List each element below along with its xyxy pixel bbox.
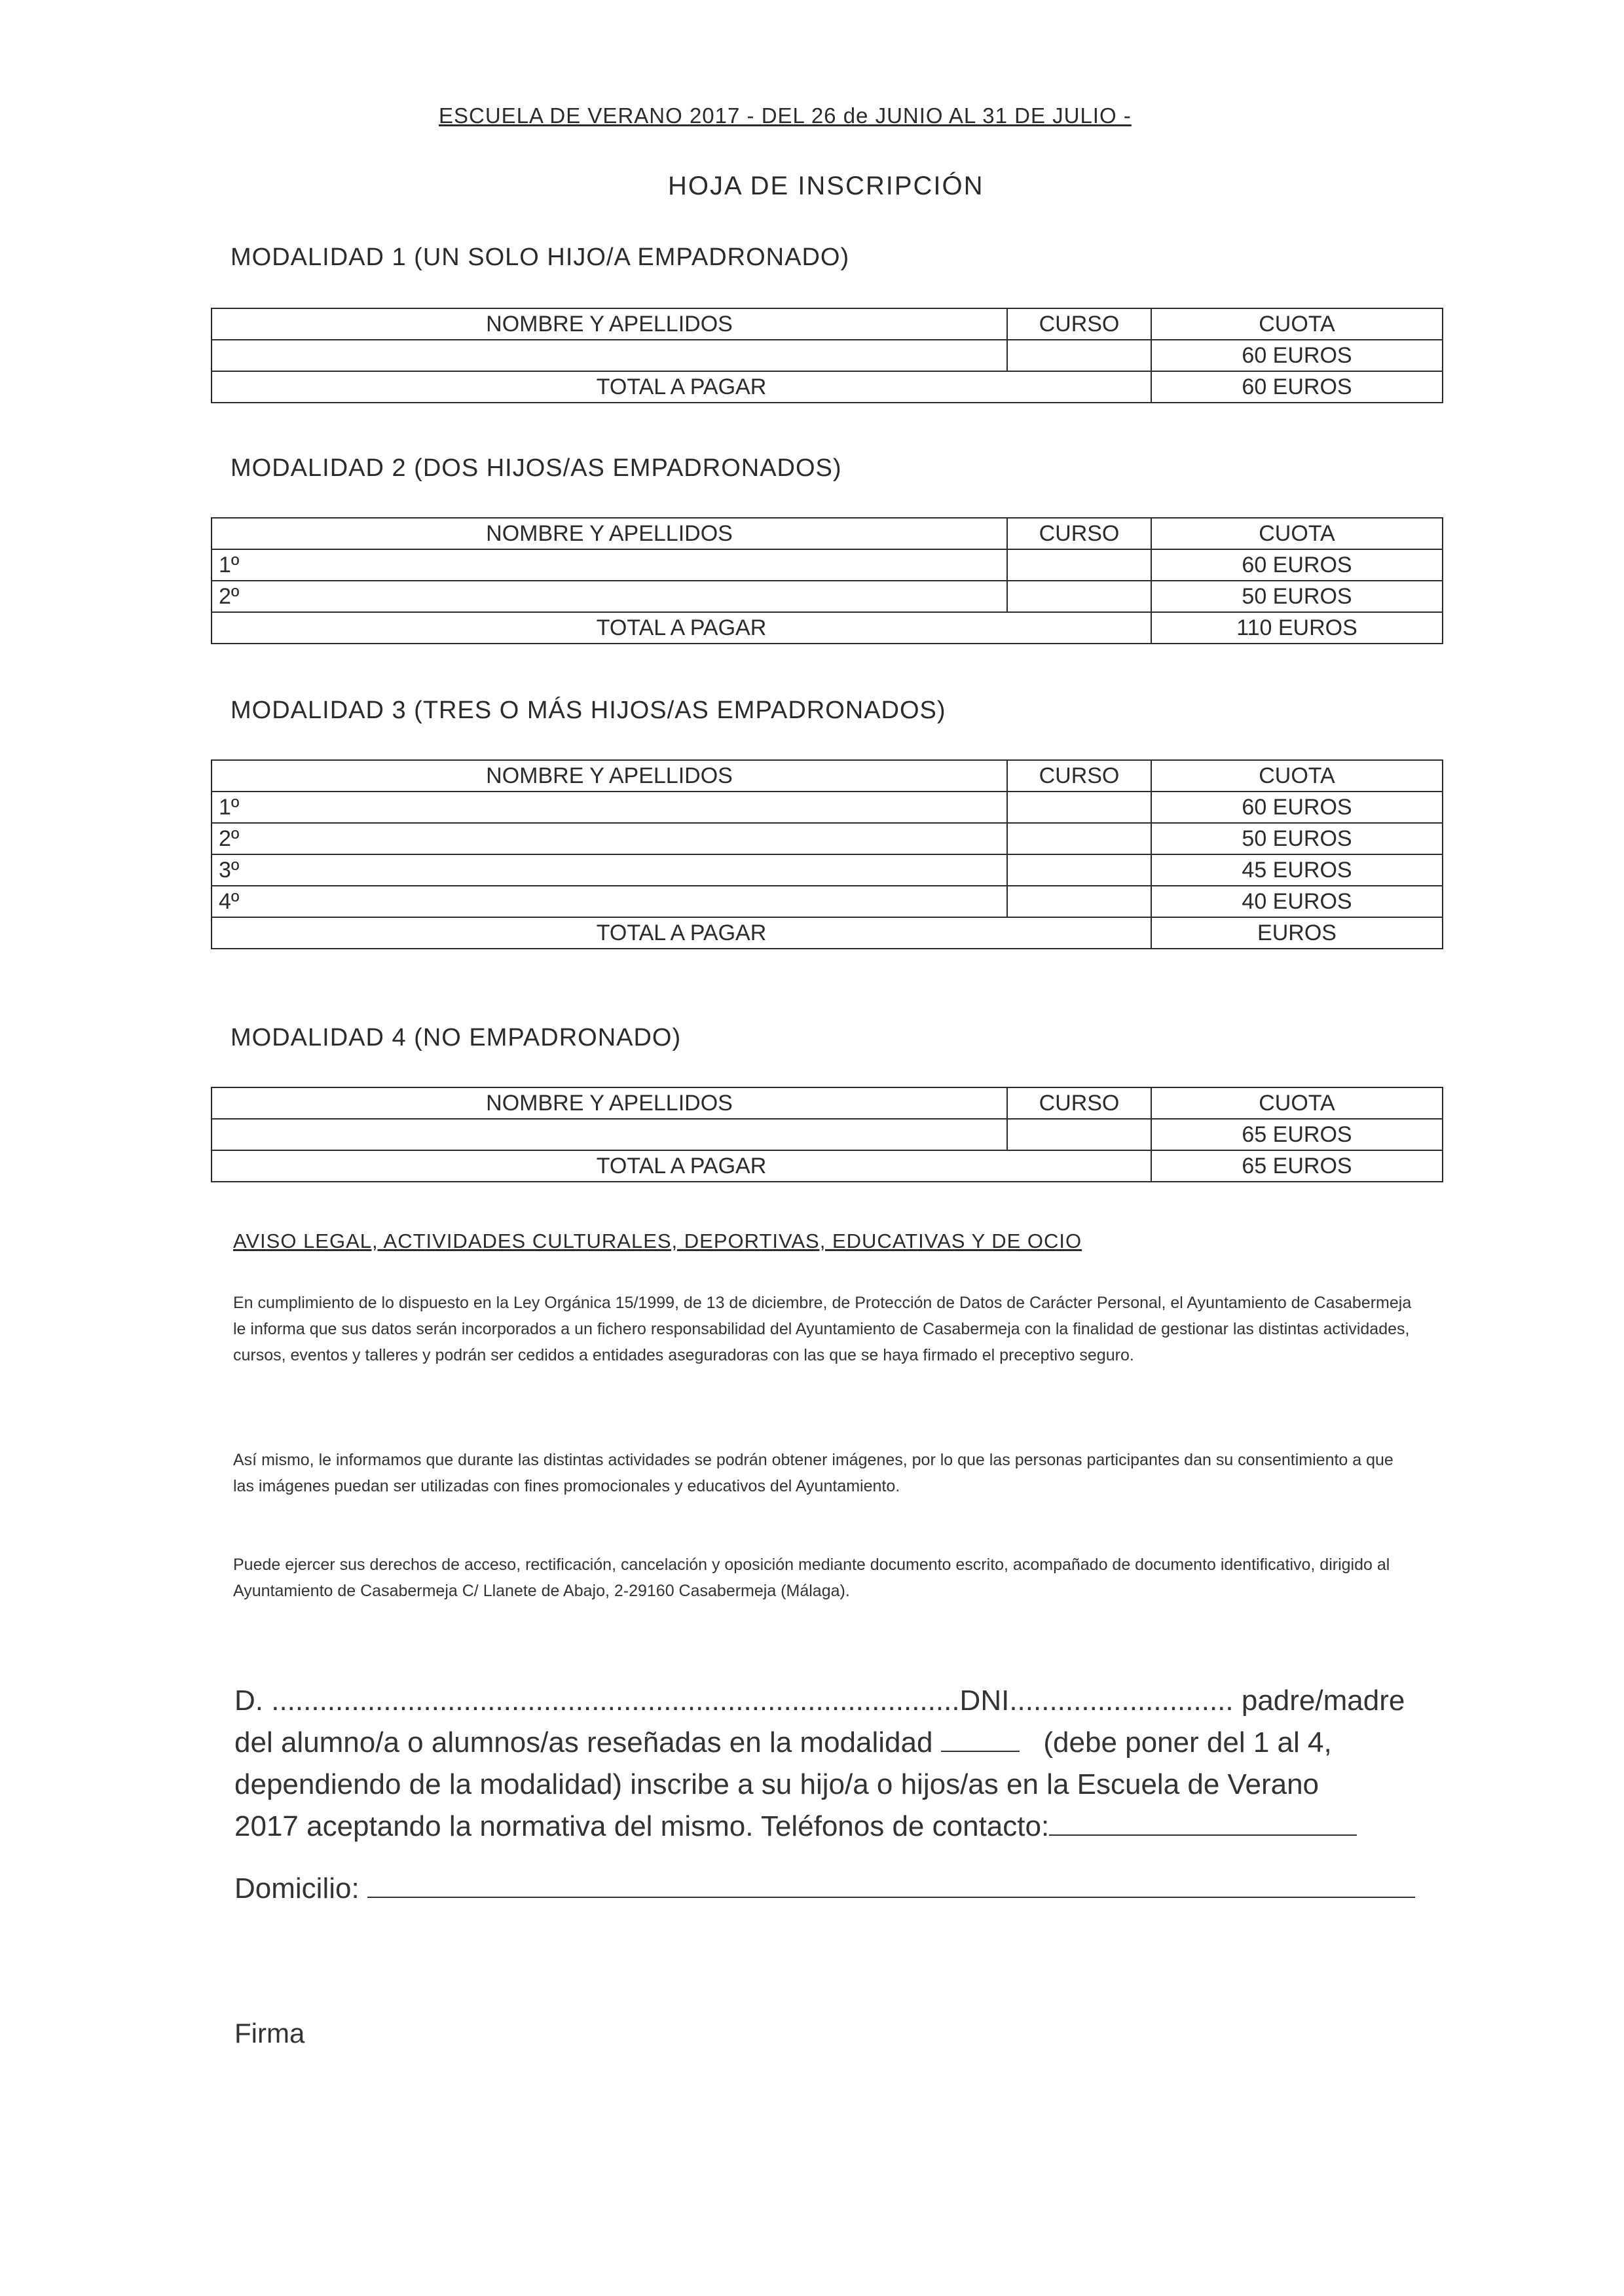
table-row [212,549,1443,581]
total-fee: 65 EUROS [1151,1150,1443,1182]
total-label: TOTAL A PAGAR [212,371,1151,403]
table-header-row [212,308,1443,340]
course-column-header: CURSO [1007,518,1151,549]
course-column-header: CURSO [1007,1087,1151,1119]
name-column-header: NOMBRE Y APELLIDOS [212,308,1007,340]
table-header-row [212,760,1443,792]
form-title: HOJA DE INSCRIPCIÓN [668,172,984,200]
name-cell[interactable]: 1º [212,549,1007,581]
total-label: TOTAL A PAGAR [212,917,1151,949]
modalidad-3-title: MODALIDAD 3 (TRES O MÁS HIJOS/AS EMPADRONADOS) [231,697,946,724]
legal-notice-title: AVISO LEGAL, ACTIVIDADES CULTURALES, DEPORTIVAS, EDUCATIVAS Y DE OCIO [233,1230,1082,1252]
fee-cell: 60 EUROS [1151,792,1443,823]
modalidad-1-table [211,308,1443,403]
fee-cell: 65 EUROS [1151,1119,1443,1150]
declaration-text: 2017 aceptando la normativa del mismo. Teléfonos de contacto: [234,1810,1050,1842]
fee-cell: 60 EUROS [1151,549,1443,581]
legal-paragraph-data-protection: En cumplimiento de lo dispuesto en la Ley Orgánica 15/1999, de 13 de diciembre, de Protección de Datos de Carácter Personal, el Ayuntamiento de Casabermeja le informa que sus datos serán incorporados a un fichero responsabilidad del Ayuntamiento de Casabermeja con la finalidad de gestionar las distintas actividades, cursos, eventos y talleres y podrán ser cedidos a entidades aseguradoras con las que se haya firmado el preceptivo seguro. [233,1294,1412,1364]
fee-cell: 45 EUROS [1151,854,1443,886]
course-column-header: CURSO [1007,760,1151,792]
course-cell[interactable] [1007,1119,1151,1150]
table-row [212,1119,1443,1150]
name-cell[interactable]: 2º [212,581,1007,612]
name-cell[interactable]: 2º [212,823,1007,854]
modalidad-field[interactable] [941,1727,1020,1752]
total-label: TOTAL A PAGAR [212,1150,1151,1182]
phone-field[interactable] [1049,1811,1357,1836]
fee-cell: 40 EUROS [1151,886,1443,917]
fee-cell: 50 EUROS [1151,823,1443,854]
total-fee[interactable]: EUROS [1151,917,1443,949]
name-column-header: NOMBRE Y APELLIDOS [212,518,1007,549]
document-header: ESCUELA DE VERANO 2017 - DEL 26 de JUNIO AL 31 DE JULIO - [439,103,1132,128]
address-row [234,1872,1415,1905]
course-column-header: CURSO [1007,308,1151,340]
signature-label: Firma [234,2018,305,2049]
table-row [212,854,1443,886]
name-cell[interactable]: 1º [212,792,1007,823]
total-label: TOTAL A PAGAR [212,612,1151,644]
name-cell[interactable] [212,1119,1007,1150]
declaration-block [234,1680,1426,1848]
modalidad-1-title: MODALIDAD 1 (UN SOLO HIJO/A EMPADRONADO) [231,244,850,271]
total-row [212,612,1443,644]
modalidad-2-table [211,517,1443,644]
table-header-row [212,1087,1443,1119]
fee-cell: 50 EUROS [1151,581,1443,612]
modalidad-2-title: MODALIDAD 2 (DOS HIJOS/AS EMPADRONADOS) [231,454,842,482]
name-cell[interactable]: 3º [212,854,1007,886]
course-cell[interactable] [1007,340,1151,371]
course-cell[interactable] [1007,549,1151,581]
name-field[interactable]: D. ...................................................................................... [234,1685,960,1717]
name-column-header: NOMBRE Y APELLIDOS [212,760,1007,792]
total-fee: 110 EUROS [1151,612,1443,644]
dni-field[interactable]: DNI............................ [959,1685,1234,1717]
declaration-line-3: dependiendo de la modalidad) inscribe a su hijo/a o hijos/as en la Escuela de Verano [234,1768,1320,1800]
table-row [212,792,1443,823]
name-cell[interactable]: 4º [212,886,1007,917]
fee-column-header: CUOTA [1151,1087,1443,1119]
course-cell[interactable] [1007,581,1151,612]
total-row [212,1150,1443,1182]
course-cell[interactable] [1007,823,1151,854]
table-row [212,340,1443,371]
modalidad-4-title: MODALIDAD 4 (NO EMPADRONADO) [231,1024,682,1051]
name-column-header: NOMBRE Y APELLIDOS [212,1087,1007,1119]
name-cell[interactable] [212,340,1007,371]
total-row [212,371,1443,403]
legal-paragraph-images: Así mismo, le informamos que durante las distintas actividades se podrán obtener imágenes, por lo que las personas participantes dan su consentimiento a que las imágenes puedan ser utilizadas con fines promocionales y educativos del Ayuntamiento. [233,1451,1393,1495]
table-row [212,823,1443,854]
declaration-line-1 [234,1680,1426,1722]
table-row [212,886,1443,917]
fee-column-header: CUOTA [1151,308,1443,340]
total-row [212,917,1443,949]
course-cell[interactable] [1007,886,1151,917]
address-label: Domicilio: [234,1872,360,1904]
parent-label: padre/madre [1241,1685,1405,1717]
total-fee: 60 EUROS [1151,371,1443,403]
modalidad-4-table [211,1087,1443,1182]
fee-column-header: CUOTA [1151,760,1443,792]
fee-cell: 60 EUROS [1151,340,1443,371]
course-cell[interactable] [1007,854,1151,886]
course-cell[interactable] [1007,792,1151,823]
fee-column-header: CUOTA [1151,518,1443,549]
declaration-line-4 [234,1806,1426,1848]
declaration-line-2 [234,1722,1426,1764]
declaration-text: (debe poner del 1 al 4, [1043,1726,1332,1758]
modalidad-3-table [211,759,1443,949]
legal-paragraph-rights: Puede ejercer sus derechos de acceso, rectificación, cancelación y oposición mediante documento escrito, acompañado de documento identificativo, dirigido al Ayuntamiento de Casabermeja C/ Llanete de Abajo, 2-29160 Casabermeja (Málaga). [233,1556,1390,1600]
table-header-row [212,518,1443,549]
table-row [212,581,1443,612]
address-field[interactable] [367,1877,1415,1898]
declaration-text: del alumno/a o alumnos/as reseñadas en la modalidad [234,1726,933,1758]
